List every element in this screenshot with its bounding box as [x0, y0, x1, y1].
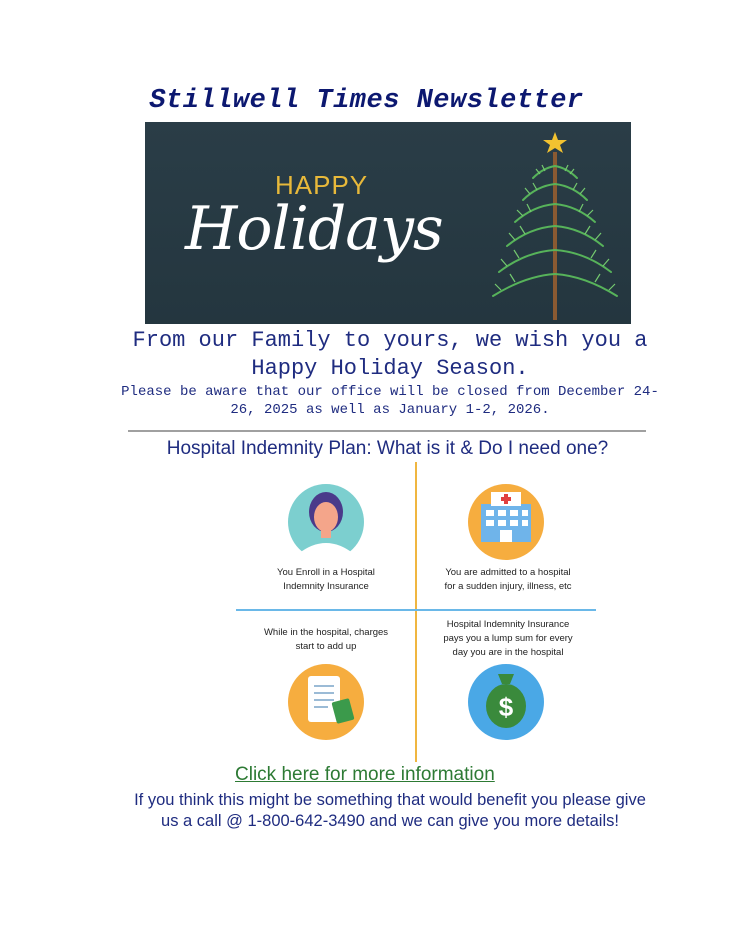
hospital-indemnity-infographic: [236, 462, 596, 764]
holiday-banner: [145, 122, 631, 324]
step-payout-label: Hospital Indemnity Insurance pays you a lump sum for every day you are in the hospital: [443, 619, 573, 658]
christmas-tree-icon: [485, 126, 625, 322]
svg-text:$: $: [498, 692, 514, 722]
money-bag-icon: [468, 664, 544, 740]
step-charges-label: While in the hospital, charges start to add up: [263, 627, 389, 652]
more-info-link[interactable]: Click here for more information: [235, 764, 495, 785]
banner-happy-text: HAPPY: [275, 170, 369, 200]
hospital-icon: [468, 484, 544, 560]
step-admitted-label: You are admitted to a hospital for a sudden injury, illness, etc: [444, 567, 572, 592]
step-enroll-label: You Enroll in a Hospital Indemnity Insurance: [277, 567, 375, 592]
star-icon: [543, 132, 567, 153]
newsletter-title: Stillwell Times Newsletter: [149, 86, 584, 116]
article-heading: Hospital Indemnity Plan: What is it & Do I need one?: [166, 438, 609, 459]
person-icon: [288, 484, 364, 560]
bill-icon: [288, 664, 364, 740]
section-divider: [128, 430, 646, 432]
call-to-action: If you think this might be something that would benefit you please give us a call @ 1-800-642-3490 and we can give you more details!: [134, 791, 646, 830]
office-closure-notice: Please be aware that our office will be closed from December 24-26, 2025 as well as January 1-2, 2026.: [121, 384, 659, 418]
banner-holidays-text: Holidays: [185, 194, 443, 264]
holiday-greeting: From our Family to yours, we wish you a Happy Holiday Season.: [132, 328, 648, 381]
